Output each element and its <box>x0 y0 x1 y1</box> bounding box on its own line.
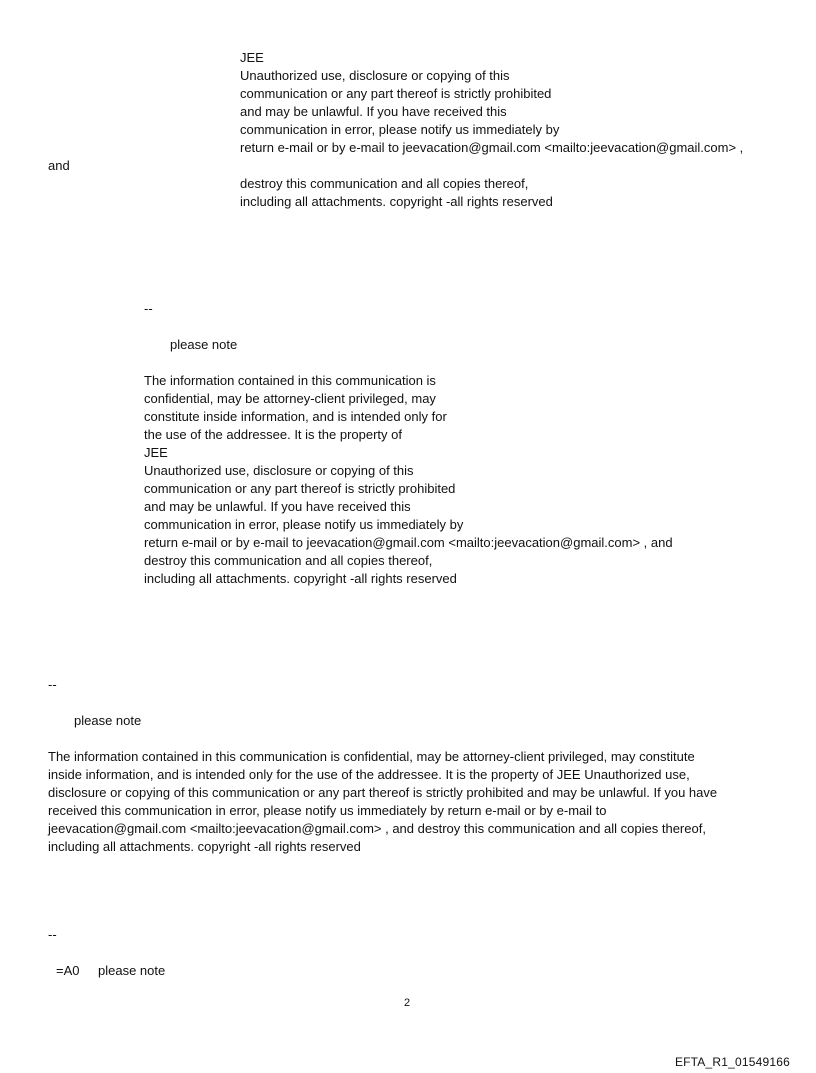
text-line: The information contained in this communication is confidential, may be attorney-client privileged, may constitute <box>48 749 695 764</box>
text-line: communication or any part thereof is strictly prohibited <box>144 481 456 496</box>
separator: -- <box>144 301 153 316</box>
text-line: disclosure or copying of this communication or any part thereof is strictly prohibited and may be unlawful. If you have <box>48 785 718 800</box>
wrapped-and-word: and <box>48 158 70 173</box>
note-heading: please note <box>98 963 166 978</box>
text-line: communication in error, please notify us immediately by <box>144 517 464 532</box>
disclaimer-block-3 <box>48 748 717 856</box>
text-line: Unauthorized use, disclosure or copying of this <box>144 463 414 478</box>
text-line: including all attachments. copyright -all rights reserved <box>48 839 361 854</box>
text-line: confidential, may be attorney-client privileged, may <box>144 391 436 406</box>
text-line: destroy this communication and all copies thereof, <box>144 553 433 568</box>
separator: -- <box>48 677 57 692</box>
text-line: JEE <box>144 445 168 460</box>
separator: -- <box>48 927 57 942</box>
text-line: inside information, and is intended only for the use of the addressee. It is the property of JEE Unauthorized use, <box>48 767 690 782</box>
text-line: The information contained in this communication is <box>144 373 436 388</box>
text-line: communication in error, please notify us immediately by <box>240 122 560 137</box>
page-number: 2 <box>404 997 411 1009</box>
text-line: JEE <box>240 50 264 65</box>
document-id: EFTA_R1_01549166 <box>674 1055 790 1069</box>
text-line: Unauthorized use, disclosure or copying of this <box>240 68 510 83</box>
disclaimer-block-2 <box>144 372 673 588</box>
encoded-space-marker: =A0 <box>56 963 80 978</box>
disclaimer-block-1b <box>240 175 553 211</box>
text-line: including all attachments. copyright -all rights reserved <box>240 194 553 209</box>
text-line: constitute inside information, and is intended only for <box>144 409 447 424</box>
text-line: return e-mail or by e-mail to jeevacation@gmail.com <mailto:jeevacation@gmail.com> , and <box>144 535 673 550</box>
text-line: the use of the addressee. It is the property of <box>144 427 402 442</box>
text-line: destroy this communication and all copies thereof, <box>240 176 529 191</box>
text-line: jeevacation@gmail.com <mailto:jeevacation@gmail.com> , and destroy this communication and all copies thereof, <box>48 821 706 836</box>
text-line: and may be unlawful. If you have received this <box>240 104 507 119</box>
text-line: received this communication in error, please notify us immediately by return e-mail or by e-mail to <box>48 803 607 818</box>
text-line: and may be unlawful. If you have received this <box>144 499 411 514</box>
note-heading: please note <box>74 713 142 728</box>
note-heading: please note <box>170 337 238 352</box>
text-line: including all attachments. copyright -all rights reserved <box>144 571 457 586</box>
disclaimer-block-1a <box>240 49 743 157</box>
text-line: return e-mail or by e-mail to jeevacation@gmail.com <mailto:jeevacation@gmail.com> , <box>240 140 744 155</box>
text-line: communication or any part thereof is strictly prohibited <box>240 86 552 101</box>
